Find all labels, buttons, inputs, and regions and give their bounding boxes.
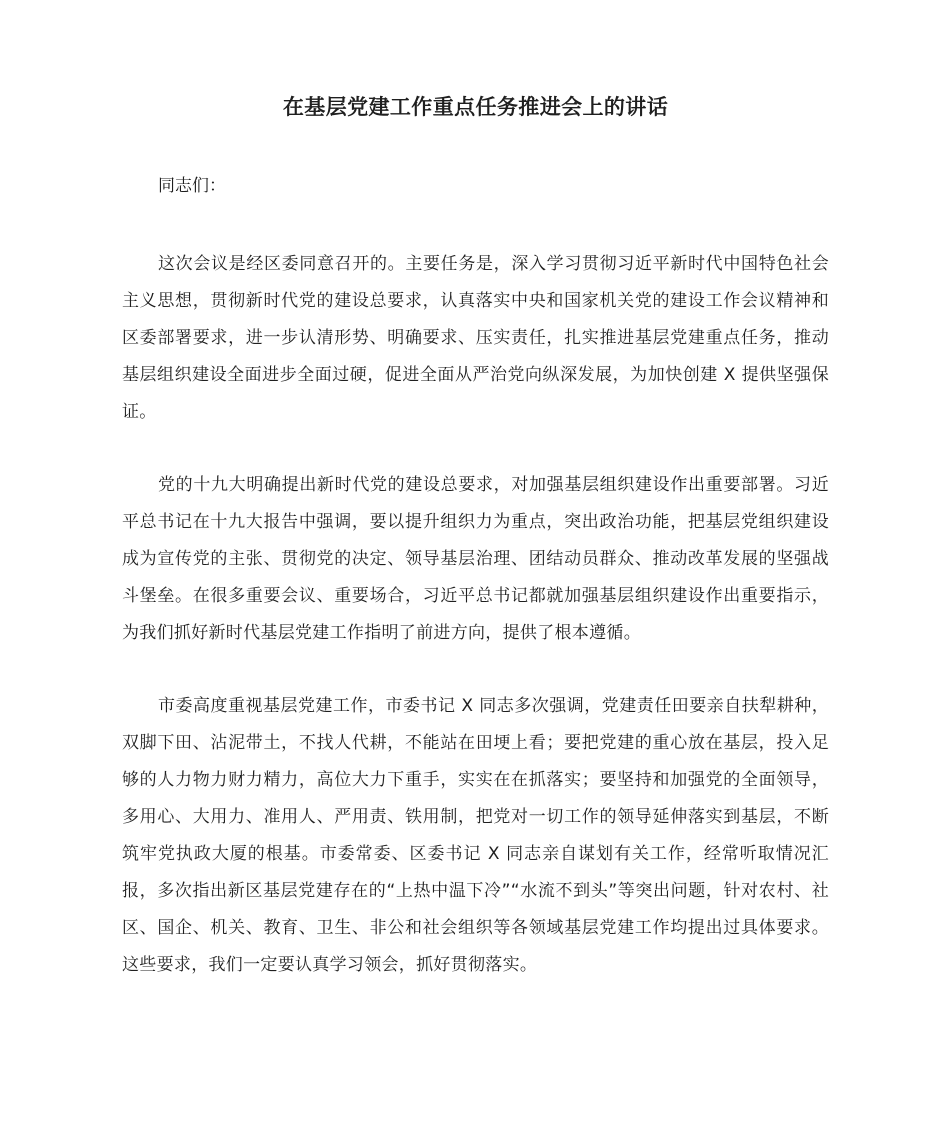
paragraph-2: 党的十九大明确提出新时代党的建设总要求，对加强基层组织建设作出重要部署。习近平总书记在十九大报告中强调，要以提升组织力为重点，突出政治功能，把基层党组织建设成为宣传党的主张、贯彻党的决定、领导基层治理、团结动员群众、推动改革发展的坚强战斗堡垒。在很多重要会议、重要场合，习近平总书记都就加强基层组织建设作出重要指示，为我们抓好新时代基层党建工作指明了前进方向，提供了根本遵循。 (122, 475, 829, 643)
paragraph-1: 这次会议是经区委同意召开的。主要任务是，深入学习贯彻习近平新时代中国特色社会主义思想，贯彻新时代党的建设总要求，认真落实中央和国家机关党的建设工作会议精神和区委部署要求，进一步认清形势、明确要求、压实责任，扎实推进基层党建重点任务，推动基层组织建设全面进步全面过硬，促进全面从严治党向纵深发展，为加快创建 X 提供坚强保证。 (122, 254, 829, 422)
document-title: 在基层党建工作重点任务推进会上的讲话 (282, 95, 669, 119)
paragraph-3: 市委高度重视基层党建工作，市委书记 X 同志多次强调，党建责任田要亲自扶犁耕种，双脚下田、沾泥带土，不找人代耕，不能站在田埂上看；要把党建的重心放在基层，投入足够的人力物力财力精力，高位大力下重手，实实在在抓落实；要坚持和加强党的全面领导，多用心、大用力、准用人、严用责、铁用制，把党对一切工作的领导延伸落实到基层，不断筑牢党执政大厦的根基。市委常委、区委书记 X 同志亲自谋划有关工作，经常听取情况汇报，多次指出新区基层党建存在的“上热中温下冷”“水流不到头”等突出问题，针对农村、社区、国企、机关、教育、卫生、非公和社会组织等各领域基层党建工作均提出过具体要求。这些要求，我们一定要认真学习领会，抓好贯彻落实。 (122, 696, 829, 975)
salutation: 同志们： (158, 176, 226, 196)
